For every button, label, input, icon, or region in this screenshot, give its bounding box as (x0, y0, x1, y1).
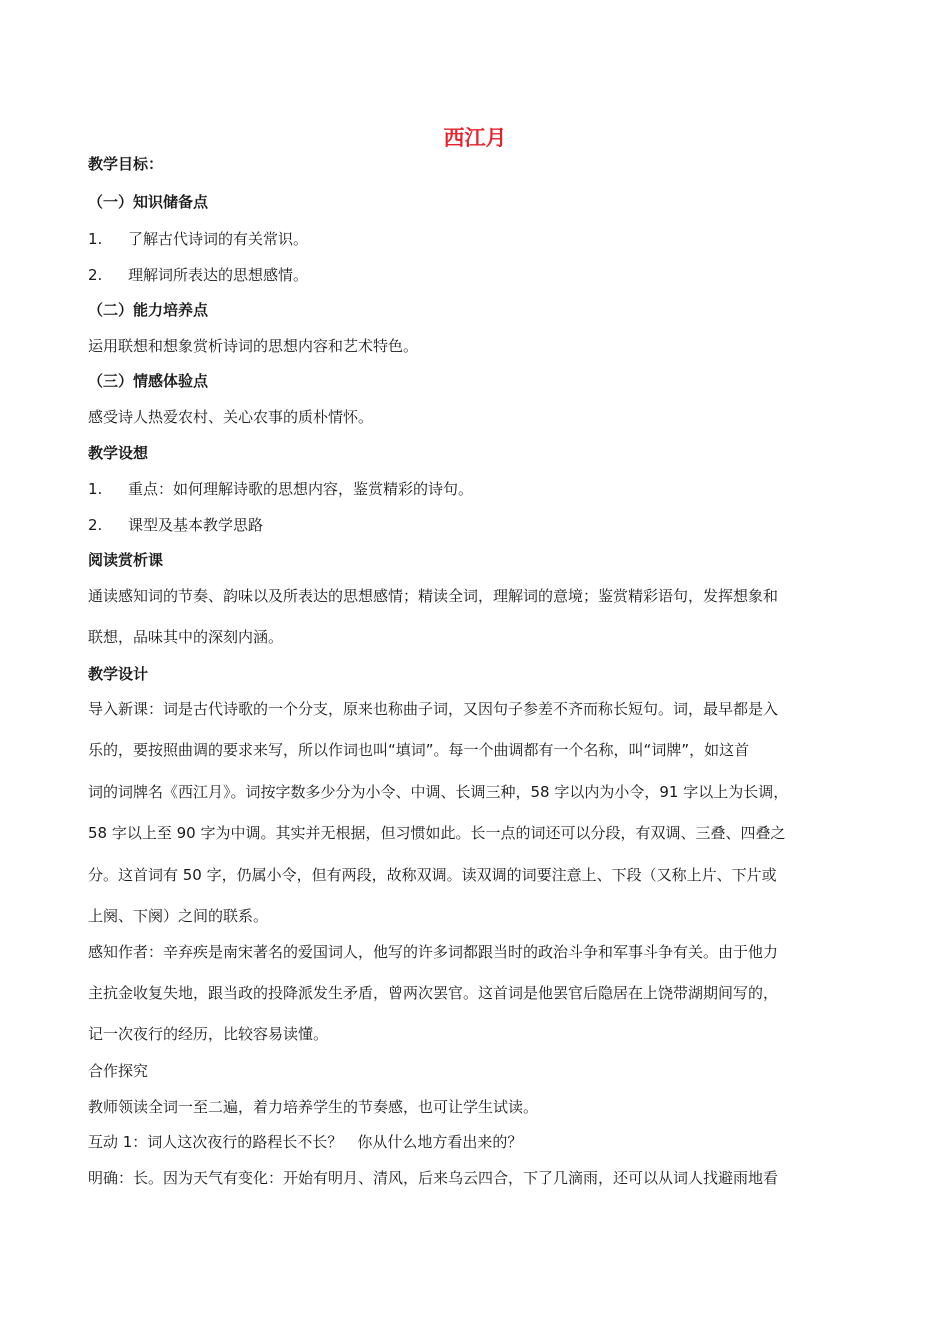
design-heading: 教学设计 (88, 665, 149, 683)
coop-heading: 合作探究 (88, 1062, 149, 1080)
intro-line: 58 字以上至 90 字为中调。其实并无根据，但习惯如此。长一点的词还可以分段，有双调、三叠、四叠之 (88, 824, 786, 842)
item-text: 了解古代诗词的有关常识。 (128, 230, 309, 248)
intro-line: 词的词牌名《西江月》。词按字数多少分为小令、中调、长调三种，58 字以内为小令，91 字以上为长调， (88, 783, 789, 801)
author-line: 记一次夜行的经历，比较容易读懂。 (88, 1025, 329, 1043)
knowledge-heading: （一）知识储备点 (88, 193, 209, 211)
coop-text: 教师领读全词一至二遍，着力培养学生的节奏感，也可让学生试读。 (88, 1098, 539, 1116)
emotion-heading: （三）情感体验点 (88, 372, 209, 390)
author-line: 主抗金收复失地，跟当政的投降派发生矛盾，曾两次罢官。这首词是他罢官后隐居在上饶带湖期间写的， (88, 984, 779, 1002)
intro-line: 上阕、下阕）之间的联系。 (88, 907, 269, 925)
emotion-text: 感受诗人热爱农村、关心农事的质朴情怀。 (88, 408, 374, 426)
course-line: 通读感知词的节奏、韵味以及所表达的思想感情；精读全词，理解词的意境；鉴赏精彩语句，发挥想象和 (88, 587, 779, 605)
plan-item (88, 479, 878, 499)
ability-text: 运用联想和想象赏析诗词的思想内容和艺术特色。 (88, 337, 419, 355)
item-number: 1. (88, 480, 103, 498)
knowledge-item (88, 265, 878, 285)
goal-heading: 教学目标： (88, 155, 164, 173)
intro-line: 导入新课：词是古代诗歌的一个分支，原来也称曲子词，又因句子参差不齐而称长短句。词，最早都是入 (88, 700, 779, 718)
interact-text: 互动 1：词人这次夜行的路程长不长？ 你从什么地方看出来的？ (88, 1133, 523, 1151)
answer-text: 明确：长。因为天气有变化：开始有明月、清风，后来乌云四合，下了几滴雨，还可以从词人找避雨地看 (88, 1169, 779, 1187)
intro-line: 分。这首词有 50 字，仍属小令，但有两段，故称双调。读双调的词要注意上、下段（又称上片、下片或 (88, 866, 777, 884)
course-line: 联想，品味其中的深刻内涵。 (88, 628, 284, 646)
item-text: 课型及基本教学思路 (128, 516, 264, 534)
plan-heading: 教学设想 (88, 444, 149, 462)
item-text: 理解词所表达的思想感情。 (128, 266, 309, 284)
item-number: 1. (88, 230, 103, 248)
item-text: 重点：如何理解诗歌的思想内容，鉴赏精彩的诗句。 (128, 480, 474, 498)
document-title: 西江月 (443, 126, 507, 150)
intro-line: 乐的，要按照曲调的要求来写，所以作词也叫“填词”。每一个曲调都有一个名称，叫“词牌”，如这首 (88, 741, 750, 759)
knowledge-item (88, 229, 878, 249)
ability-heading: （二）能力培养点 (88, 301, 209, 319)
plan-item (88, 515, 878, 535)
item-number: 2. (88, 266, 103, 284)
author-line: 感知作者：辛弃疾是南宋著名的爱国词人，他写的许多词都跟当时的政治斗争和军事斗争有关。由于他力 (88, 943, 779, 961)
course-heading: 阅读赏析课 (88, 551, 164, 569)
item-number: 2. (88, 516, 103, 534)
